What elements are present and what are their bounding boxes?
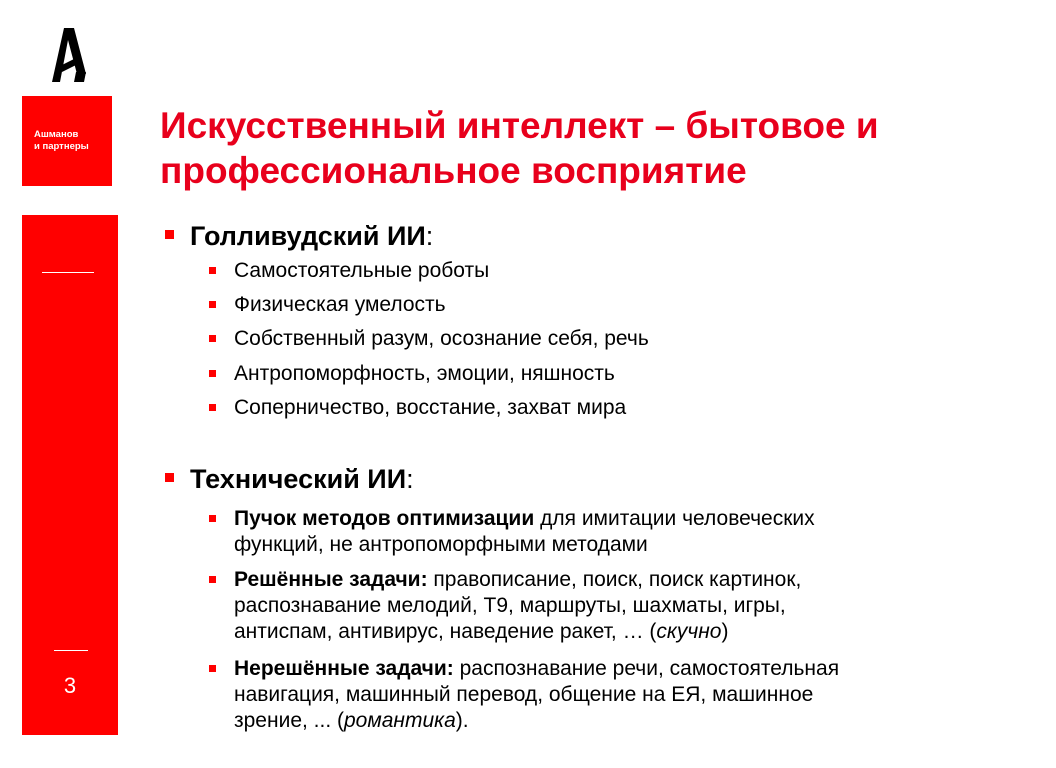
section-heading-text: Технический ИИ (190, 464, 407, 494)
list-item-text: навигация, машинный перевод, общение на ЕЯ, машинное (234, 683, 814, 706)
bullet-square-icon (165, 230, 174, 239)
slide-title (160, 103, 1040, 193)
section-heading-colon: : (425, 221, 434, 251)
bullet-square-icon (165, 473, 174, 482)
section-heading-colon: : (406, 464, 414, 494)
slide-title-line2: профессиональное восприятие (160, 150, 747, 191)
side-divider-bottom (54, 650, 88, 651)
list-item-text: распознавание речи, самостоятельная (453, 657, 840, 680)
list-item-text: распознавание мелодий, Т9, маршруты, шахматы, игры, (234, 594, 786, 617)
bullet-square-icon (209, 576, 216, 583)
bullet-square-icon (209, 301, 216, 308)
list-item-text: Соперничество, восстание, захват мира (234, 396, 627, 419)
list-item-bold: Решённые задачи: (234, 568, 428, 591)
list-item-text: Физическая умелость (234, 293, 446, 316)
list-item-text: антиспам, антивирус, наведение ракет, … ( (234, 620, 657, 643)
list-item-italic: скучно (656, 620, 722, 643)
arrow-a-logo-icon (50, 26, 88, 84)
brand-name-line2: и партнеры (34, 141, 89, 152)
list-item-text: зрение, ... ( (234, 709, 344, 732)
slide-title-line1: Искусственный интеллект – бытовое и (160, 105, 879, 146)
list-item-text: правописание, поиск, поиск картинок, (427, 568, 802, 591)
page-number: 3 (63, 673, 77, 698)
list-item-text: для имитации человеческих (534, 507, 815, 530)
list-item-bold: Пучок методов оптимизации (234, 507, 535, 530)
list-item-italic: романтика (344, 709, 456, 732)
side-divider-top (42, 272, 94, 273)
list-item-text: Собственный разум, осознание себя, речь (234, 327, 649, 350)
section-heading-text: Голливудский ИИ (190, 221, 426, 251)
list-item-text: Антропоморфность, эмоции, няшность (234, 362, 615, 385)
brand-logo-box (22, 96, 112, 186)
bullet-square-icon (209, 267, 216, 274)
list-item-bold: Нерешённые задачи: (234, 657, 454, 680)
side-bar (22, 215, 118, 735)
list-item-text: ). (455, 709, 469, 732)
bullet-square-icon (209, 665, 216, 672)
bullet-square-icon (209, 404, 216, 411)
bullet-square-icon (209, 335, 216, 342)
list-item-text: ) (721, 620, 729, 643)
list-item-text: функций, не антропоморфными методами (234, 533, 648, 556)
list-item-text: Самостоятельные роботы (234, 259, 490, 282)
brand-name-line1: Ашманов (34, 129, 79, 140)
bullet-square-icon (209, 370, 216, 377)
bullet-square-icon (209, 515, 216, 522)
